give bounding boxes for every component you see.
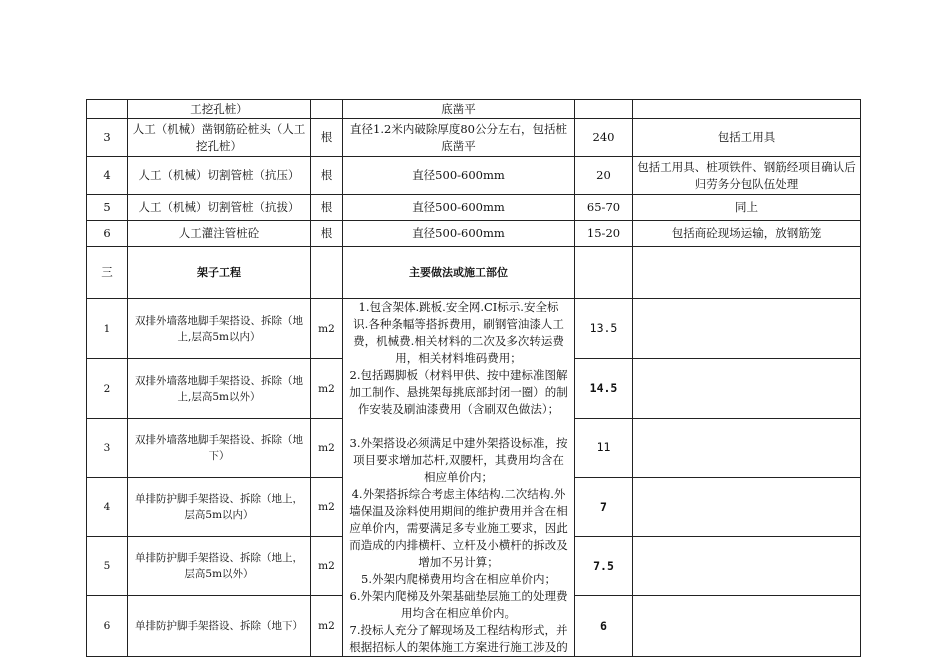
table-row [87, 221, 861, 247]
row-price: 240 [575, 119, 633, 157]
description-line: 7.投标人充分了解现场及工程结构形式，并 [349, 623, 568, 637]
row-price: 11 [575, 418, 633, 477]
description-line: 墙保温及涂料使用期间的维护费用并含在相 [349, 504, 568, 518]
row-no: 3 [87, 119, 128, 157]
row-no: 5 [87, 195, 128, 221]
description-line: 4.外架搭拆综合考虑主体结构.二次结构.外 [351, 487, 566, 501]
row-name: 单排防护脚手架搭设、拆除（地上，层高5m以外） [128, 537, 311, 596]
table-row [87, 100, 861, 119]
row-price: 6 [575, 596, 633, 657]
description-line: 识.各种条幅等搭拆费用，刷钢管油漆人工 [353, 317, 564, 331]
row-note: 包括工用具 [633, 119, 861, 157]
description-line: 3.外架搭设必须满足中建外架搭设标准，按 [349, 436, 568, 450]
scaffold-description [343, 299, 575, 657]
row-name: 双排外墙落地脚手架搭设、拆除（地上,层高5m以外） [128, 359, 311, 418]
description-line: 项目要求增加芯杆,双腰杆，其费用均含在 [353, 453, 564, 467]
row-price: 15-20 [575, 221, 633, 247]
row-unit: 根 [311, 195, 343, 221]
row-no: 4 [87, 477, 128, 536]
description-line: 相应单价内； [424, 470, 493, 484]
row-price: 7 [575, 477, 633, 536]
description-line: 费，机械费.相关材料的二次及多次转运费 [353, 334, 564, 348]
description-line: 5.外架内爬梯费用均含在相应单价内； [361, 572, 556, 586]
row-note: 同上 [633, 195, 861, 221]
row-note [633, 299, 861, 359]
description-line: 而造成的内排横杆、立杆及小横杆的拆改及 [349, 538, 568, 552]
row-desc: 底凿平 [343, 100, 575, 119]
row-desc: 直径500-600mm [343, 195, 575, 221]
row-desc: 直径500-600mm [343, 157, 575, 195]
description-line: 应单价内，需要满足多专业施工要求，因此 [349, 521, 568, 535]
description-line: 1.包含架体.跳板.安全网.CI标示.安全标 [358, 300, 559, 314]
row-no: 4 [87, 157, 128, 195]
description-line [347, 418, 570, 435]
row-note [633, 537, 861, 596]
row-note: 包括商砼现场运输，放钢筋笼 [633, 221, 861, 247]
row-name: 工挖孔桩） [128, 100, 311, 119]
table-row [87, 157, 861, 195]
description-line: 增加不另计算； [418, 555, 499, 569]
description-line: 用，相关材料堆码费用； [395, 351, 522, 365]
description-line: 用均含在相应单价内。 [401, 606, 516, 620]
table-row [87, 299, 861, 359]
row-name: 单排防护脚手架搭设、拆除（地下） [128, 596, 311, 657]
row-no: 2 [87, 359, 128, 418]
row-no: 6 [87, 221, 128, 247]
row-unit: m2 [311, 537, 343, 596]
table-row [87, 195, 861, 221]
section-header-row [87, 247, 861, 299]
row-name: 人工灌注管桩砼 [128, 221, 311, 247]
row-price: 20 [575, 157, 633, 195]
description-line: 2.包括踢脚板（材料甲供、按中建标准图解 [349, 368, 568, 382]
row-price: 14.5 [575, 359, 633, 418]
row-no: 1 [87, 299, 128, 359]
row-note [633, 596, 861, 657]
row-no: 5 [87, 537, 128, 596]
description-line: 加工制作、悬挑架每挑底部封闭一圈）的制 [349, 385, 568, 399]
description-line: 作安装及刷油漆费用（含刷双色做法）； [357, 402, 560, 416]
row-note: 包括工用具、桩项铁件、钢筋经项目确认后归劳务分包队伍处理 [633, 157, 861, 195]
row-note [633, 477, 861, 536]
section-no: 三 [87, 247, 128, 299]
row-unit: m2 [311, 299, 343, 359]
row-note [633, 359, 861, 418]
row-unit [311, 100, 343, 119]
row-name: 单排防护脚手架搭设、拆除（地上，层高5m以内） [128, 477, 311, 536]
row-no [87, 100, 128, 119]
row-unit: m2 [311, 596, 343, 657]
row-no: 6 [87, 596, 128, 657]
row-price [575, 100, 633, 119]
section-desc-header: 主要做法或施工部位 [343, 247, 575, 299]
row-price: 13.5 [575, 299, 633, 359]
row-unit: m2 [311, 418, 343, 477]
description-line: 6.外架内爬梯及外架基础垫层施工的处理费 [349, 589, 568, 603]
row-unit: m2 [311, 359, 343, 418]
quote-table [86, 99, 861, 657]
row-note [633, 100, 861, 119]
row-name: 人工（机械）凿钢筋砼桩头（人工挖孔桩） [128, 119, 311, 157]
row-unit: m2 [311, 477, 343, 536]
row-name: 人工（机械）切割管桩（抗拔） [128, 195, 311, 221]
row-price: 7.5 [575, 537, 633, 596]
row-unit: 根 [311, 157, 343, 195]
table-row [87, 119, 861, 157]
section-title: 架子工程 [128, 247, 311, 299]
row-name: 人工（机械）切割管桩（抗压） [128, 157, 311, 195]
row-note [633, 418, 861, 477]
row-unit: 根 [311, 119, 343, 157]
row-name: 双排外墙落地脚手架搭设、拆除（地上,层高5m以内） [128, 299, 311, 359]
row-no: 3 [87, 418, 128, 477]
row-unit: 根 [311, 221, 343, 247]
row-name: 双排外墙落地脚手架搭设、拆除（地下） [128, 418, 311, 477]
description-line: 根据招标人的架体施工方案进行施工涉及的 [349, 640, 568, 654]
row-price: 65-70 [575, 195, 633, 221]
row-desc: 直径500-600mm [343, 221, 575, 247]
row-desc: 直径1.2米内破除厚度80公分左右，包括桩底凿平 [343, 119, 575, 157]
